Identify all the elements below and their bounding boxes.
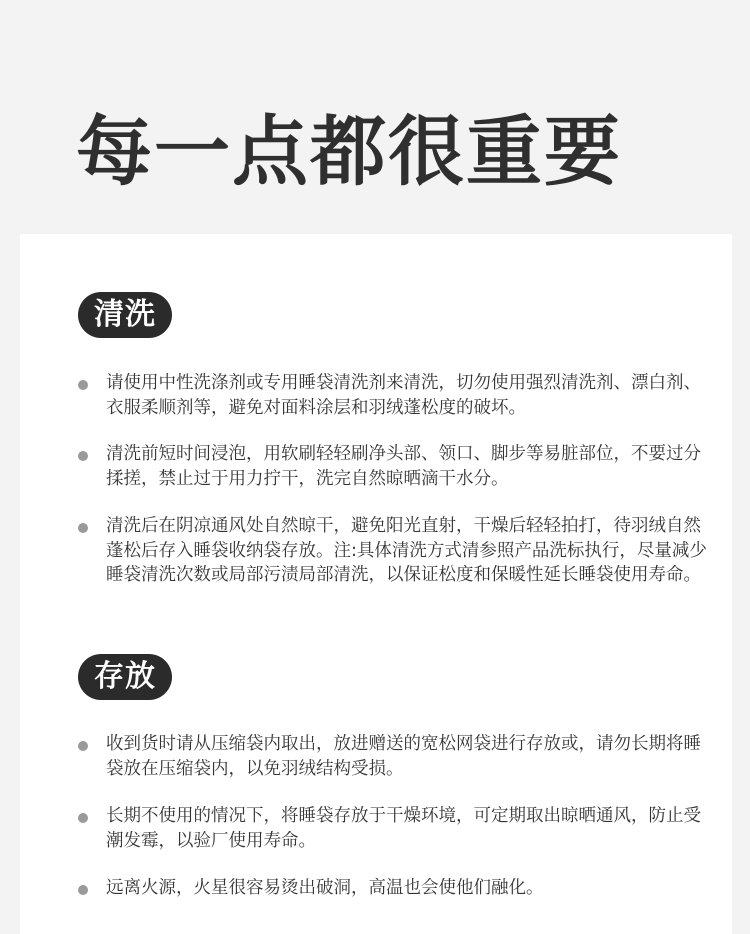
list-item — [78, 371, 708, 420]
bullet-dot-icon — [78, 885, 88, 895]
page-headline: 每一点都很重要 — [76, 107, 622, 196]
section-title-washing: 清洗 — [78, 292, 172, 338]
care-instructions-card — [20, 234, 732, 934]
list-item-text: 长期不使用的情况下，将睡袋存放于干燥环境，可定期取出晾晒通风，防止受潮发霉，以验厂使用寿命。 — [106, 806, 701, 851]
list-item-text: 远离火源，火星很容易烫出破洞，高温也会使他们融化。 — [106, 878, 544, 898]
bullet-dot-icon — [78, 523, 88, 533]
list-item-text: 请使用中性洗涤剂或专用睡袋清洗剂来清洗，切勿使用强烈清洗剂、漂白剂、衣服柔顺剂等，避免对面料涂层和羽绒蓬松度的破坏。 — [106, 373, 701, 418]
bullet-dot-icon — [78, 380, 88, 390]
list-item-text: 清洗后在阴凉通风处自然晾干，避免阳光直射，干燥后轻轻拍打，待羽绒自然蓬松后存入睡袋收纳袋存放。注:具体清洗方式清参照产品洗标执行，尽量减少睡袋清洗次数或局部污渍局部清洗，以保证松度和保暖性延长睡袋使用寿命。 — [106, 516, 707, 585]
bullet-dot-icon — [78, 813, 88, 823]
list-item — [78, 732, 708, 781]
list-item — [78, 876, 708, 901]
list-item — [78, 514, 708, 588]
bullet-dot-icon — [78, 741, 88, 751]
section-title-storage: 存放 — [78, 654, 172, 700]
list-item-text: 收到货时请从压缩袋内取出，放进赠送的宽松网袋进行存放或，请勿长期将睡袋放在压缩袋内，以免羽绒结构受损。 — [106, 734, 701, 779]
list-item-text: 清洗前短时间浸泡，用软刷轻轻刷净头部、领口、脚步等易脏部位，不要过分揉搓，禁止过于用力拧干，洗完自然晾晒滴干水分。 — [106, 444, 701, 489]
bullet-dot-icon — [78, 451, 88, 461]
list-item — [78, 804, 708, 853]
list-item — [78, 442, 708, 491]
